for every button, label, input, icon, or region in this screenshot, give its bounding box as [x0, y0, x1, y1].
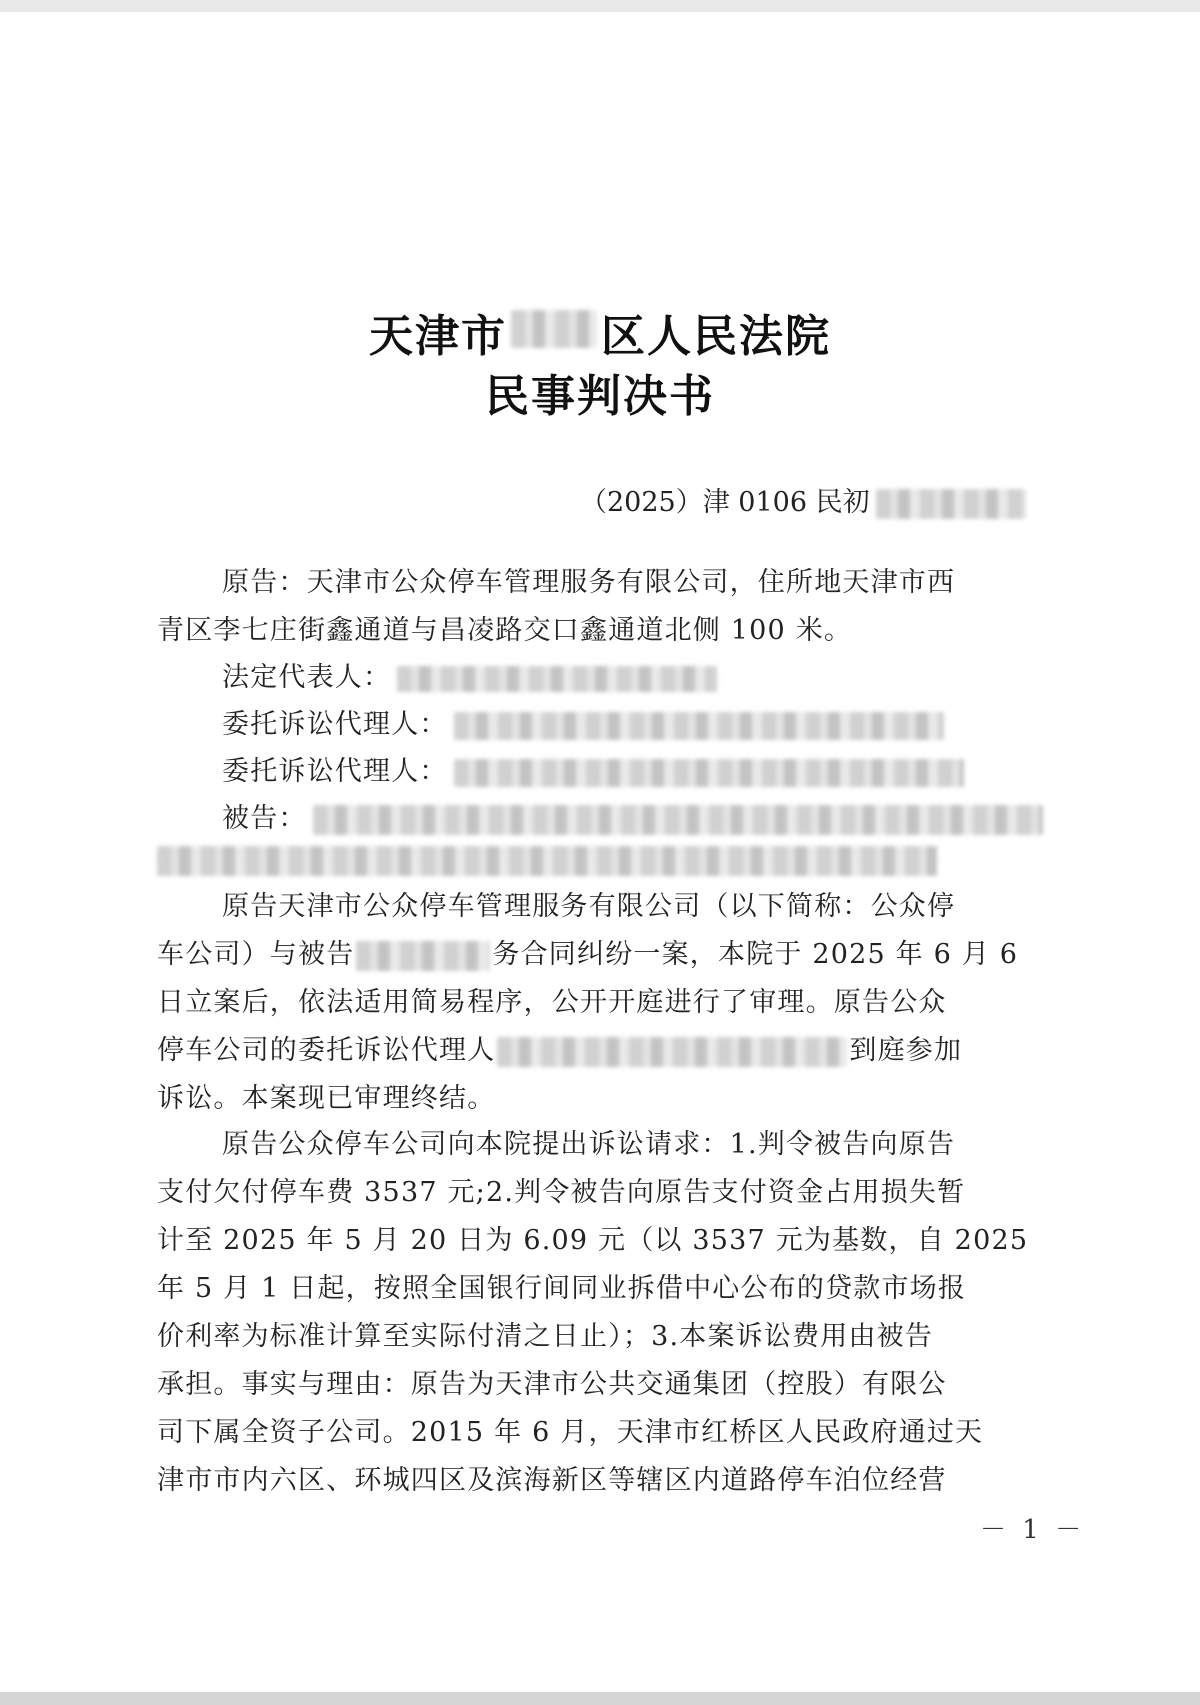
- intro-line-3: 日立案后，依法适用简易程序，公开开庭进行了审理。原告公众: [157, 987, 947, 1018]
- claim-line-3: 计至 2025 年 5 月 20 日为 6.09 元（以 3537 元为基数，自 2025: [157, 1225, 1029, 1256]
- defendant-line: [222, 796, 1043, 835]
- intro-line-2: [157, 932, 1018, 971]
- claim-line-1: 原告公众停车公司向本院提出诉讼请求：1.判令被告向原告: [222, 1129, 956, 1160]
- claim-line-2: 支付欠付停车费 3537 元;2.判令被告向原告支付资金占用损失暂: [157, 1177, 966, 1208]
- page-number: － 1 －: [980, 1515, 1086, 1545]
- court-title: [0, 300, 1200, 364]
- redacted-legal-rep: [397, 666, 717, 692]
- legal-rep-label: 法定代表人：: [222, 662, 392, 693]
- claim-line-7: 司下属全资子公司。2015 年 6 月，天津市红桥区人民政府通过天: [157, 1417, 984, 1448]
- intro-line-2a: 车公司）与被告: [157, 939, 355, 970]
- intro-line-5: 诉讼。本案现已审理终结。: [157, 1083, 496, 1114]
- intro-line-4a: 停车公司的委托诉讼代理人: [157, 1035, 496, 1066]
- court-name-prefix: 天津市: [369, 311, 507, 362]
- claim-line-4: 年 5 月 1 日起，按照全国银行间同业拆借中心公布的贷款市场报: [157, 1273, 967, 1304]
- claim-line-5: 价利率为标准计算至实际付清之日止）；3.本案诉讼费用由被告: [157, 1321, 934, 1352]
- legal-representative-line: [222, 655, 717, 694]
- document-page: [0, 12, 1200, 1692]
- case-number-prefix: （2025）津 0106 民初: [580, 487, 870, 518]
- claim-line-8: 津市市内六区、环城四区及滨海新区等辖区内道路停车泊位经营: [157, 1465, 947, 1496]
- redacted-agent-2: [454, 759, 964, 787]
- redacted-case-number: [876, 489, 1026, 519]
- defendant-label: 被告：: [222, 803, 307, 834]
- intro-line-1: 原告天津市公众停车管理服务有限公司（以下简称：公众停: [222, 891, 956, 922]
- redacted-agent-1: [454, 712, 944, 740]
- plaintiff-line-2: 青区李七庄街鑫通道与昌凌路交口鑫通道北侧 100 米。: [157, 615, 853, 646]
- page-bottom-edge: [0, 1692, 1200, 1705]
- redacted-defendant-2: [157, 846, 937, 876]
- intro-line-2b: 务合同纠纷一案，本院于 2025 年 6 月 6: [492, 939, 1019, 970]
- intro-line-4: [157, 1028, 962, 1067]
- defendant-address-line: [157, 844, 937, 876]
- intro-line-4b: 到庭参加: [849, 1035, 963, 1066]
- redacted-district: [511, 310, 597, 348]
- case-number: [580, 480, 1026, 519]
- agent-line-2: [222, 749, 964, 788]
- redacted-defendant-name: [356, 941, 490, 971]
- agent-line-1: [222, 702, 944, 741]
- redacted-defendant-1: [313, 805, 1043, 835]
- plaintiff-line-1: 原告：天津市公众停车管理服务有限公司，住所地天津市西: [222, 567, 956, 598]
- agent-2-label: 委托诉讼代理人：: [222, 756, 448, 787]
- court-name-suffix: 区人民法院: [601, 311, 831, 362]
- document-type-title: 民事判决书: [485, 371, 715, 422]
- claim-line-6: 承担。事实与理由：原告为天津市公共交通集团（控股）有限公: [157, 1369, 947, 1400]
- redacted-agent-names: [497, 1037, 847, 1067]
- agent-1-label: 委托诉讼代理人：: [222, 709, 448, 740]
